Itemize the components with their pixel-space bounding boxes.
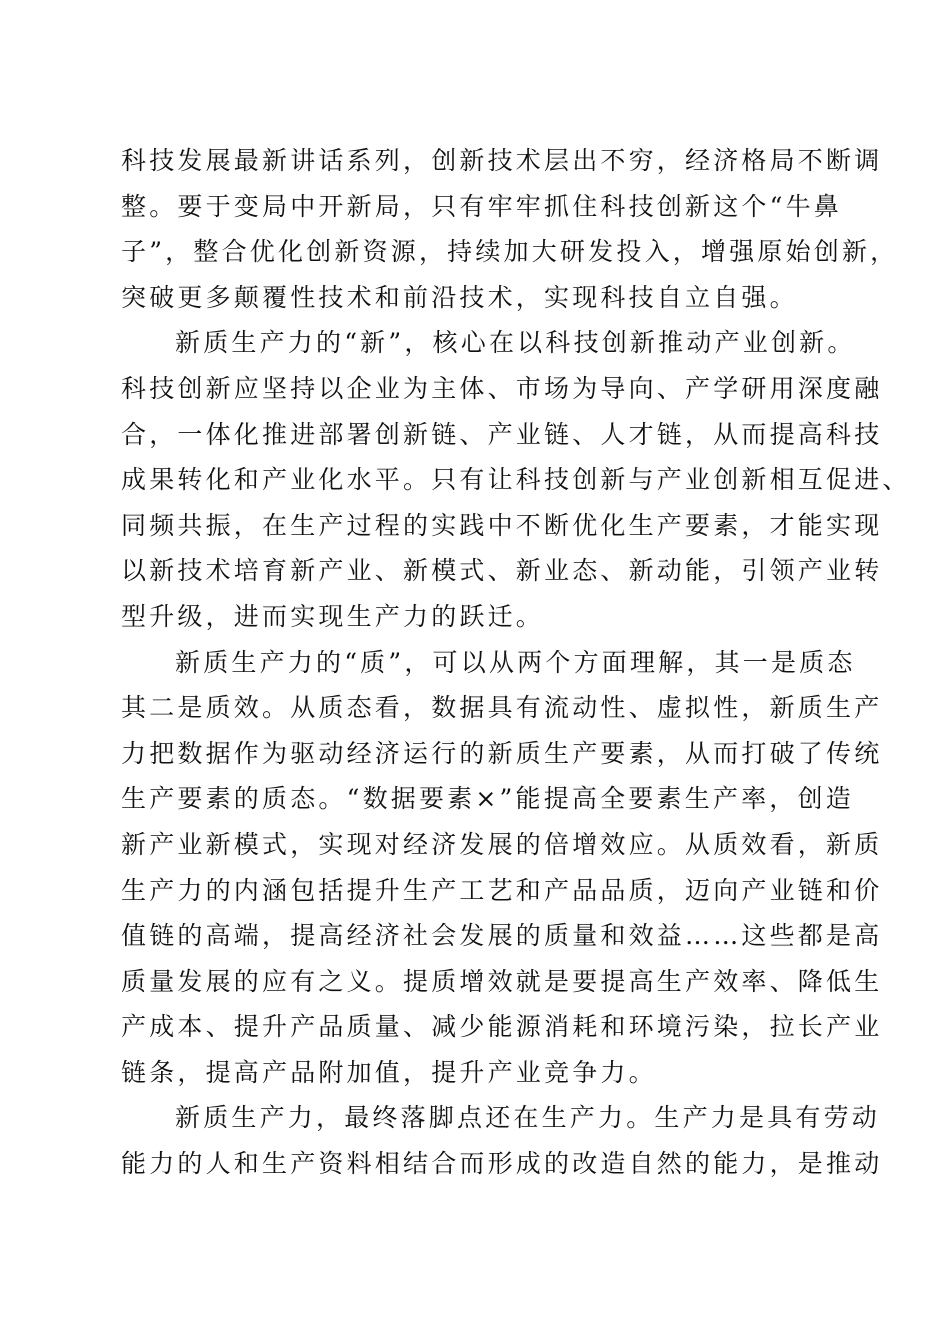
text-line: 新质生产力的“新”，核心在以科技创新推动产业创新。 — [175, 328, 856, 358]
text-line: 科技创新应坚持以企业为主体、市场为导向、产学研用深度融 — [121, 373, 883, 403]
text-line: 能力的人和生产资料相结合而形成的改造自然的能力，是推动 — [121, 1149, 883, 1179]
text-line: 子”，整合优化创新资源，持续加大研发投入，增强原始创新， — [121, 237, 899, 267]
text-line: 突破更多颠覆性技术和前沿技术，实现科技自立自强。 — [121, 282, 798, 312]
text-line: 其二是质效。从质态看，数据具有流动性、虚拟性，新质生产 — [121, 693, 883, 723]
text-line: 成果转化和产业化水平。只有让科技创新与产业创新相互促进、 — [121, 465, 911, 495]
text-line: 以新技术培育新产业、新模式、新业态、新动能，引领产业转 — [121, 556, 883, 586]
text-line: 质量发展的应有之义。提质增效就是要提高生产效率、降低生 — [121, 966, 883, 996]
text-line: 产成本、提升产品质量、减少能源消耗和环境污染，拉长产业 — [121, 1012, 883, 1042]
text-line: 值链的高端，提高经济社会发展的质量和效益……这些都是高 — [121, 921, 883, 951]
text-line: 同频共振，在生产过程的实践中不断优化生产要素，才能实现 — [121, 510, 883, 540]
text-line: 链条，提高产品附加值，提升产业竞争力。 — [121, 1057, 657, 1087]
text-line: 型升级，进而实现生产力的跃迁。 — [121, 601, 545, 631]
text-line: 整。要于变局中开新局，只有牢牢抓住科技创新这个“牛鼻 — [121, 191, 842, 221]
text-line: 新质生产力，最终落脚点还在生产力。生产力是具有劳动 — [175, 1103, 881, 1133]
text-line: 科技发展最新讲话系列，创新技术层出不穷，经济格局不断调 — [121, 146, 883, 175]
text-line: 合，一体化推进部署创新链、产业链、人才链，从而提高科技 — [121, 419, 883, 449]
text-line: 生产要素的质态。“数据要素×”能提高全要素生产率，创造 — [121, 784, 854, 814]
text-line: 新产业新模式，实现对经济发展的倍增效应。从质效看，新质 — [121, 829, 883, 859]
text-line: 力把数据作为驱动经济运行的新质生产要素，从而打破了传统 — [121, 738, 883, 768]
body-text — [121, 138, 911, 1187]
text-line: 新质生产力的“质”，可以从两个方面理解，其一是质态 — [175, 647, 856, 677]
text-line: 生产力的内涵包括提升生产工艺和产品品质，迈向产业链和价 — [121, 875, 883, 905]
